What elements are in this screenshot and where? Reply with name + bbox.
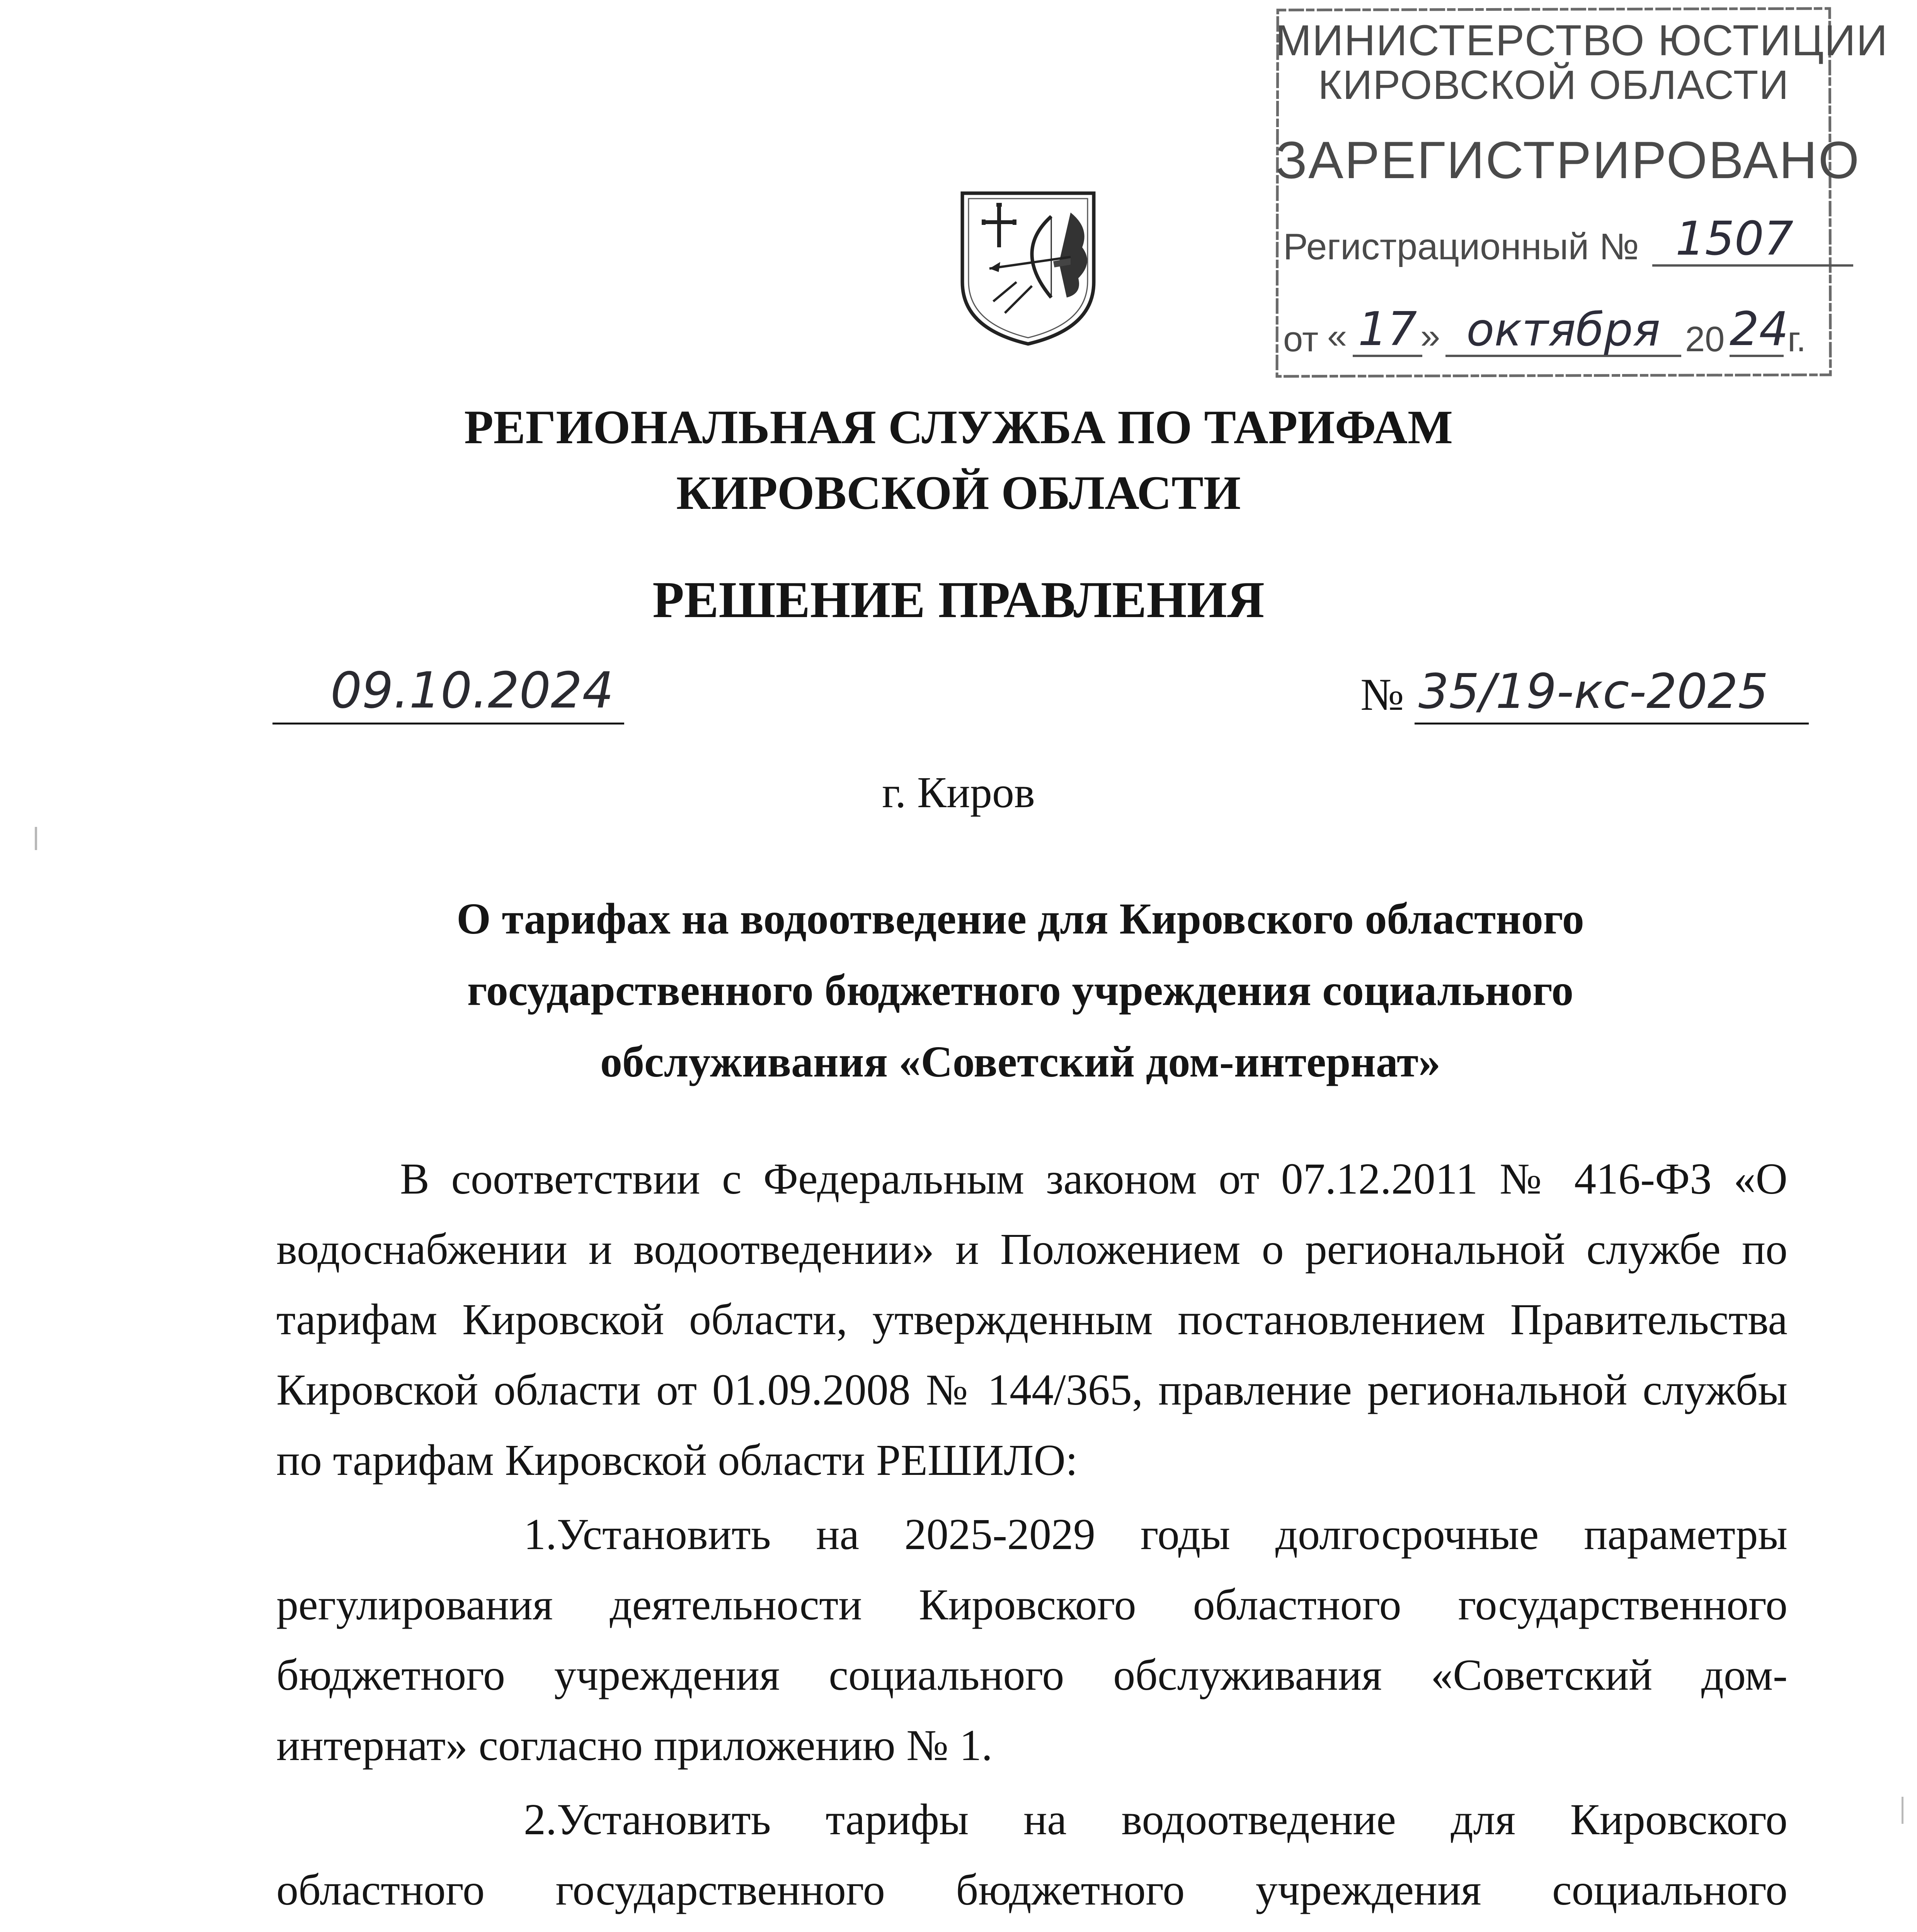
document-title: О тарифах на водоотведение для Кировского областного государственного бюджетного учреждения социального обслуживания «Советский дом-интернат» bbox=[456, 894, 1584, 1086]
organization-title-line1: РЕГИОНАЛЬНАЯ СЛУЖБА ПО ТАРИФАМ bbox=[464, 401, 1453, 454]
stamp-year-unit: г. bbox=[1788, 320, 1806, 359]
stamp-ministry-line: МИНИСТЕРСТВО ЮСТИЦИИ bbox=[1275, 16, 1888, 65]
scan-artifact bbox=[1902, 1797, 1903, 1824]
coat-of-arms-icon bbox=[955, 185, 1102, 348]
stamp-reg-label: Регистрационный № bbox=[1283, 226, 1639, 267]
decision-number-field bbox=[1415, 665, 1809, 724]
document-type: РЕШЕНИЕ ПРАВЛЕНИЯ bbox=[652, 571, 1265, 628]
stamp-month: октября bbox=[1445, 304, 1681, 357]
stamp-from-label: от bbox=[1283, 320, 1319, 359]
decision-number: 35/19-кс-2025 bbox=[1418, 664, 1769, 719]
document-body bbox=[276, 1144, 1788, 1932]
stamp-status: ЗАРЕГИСТРИРОВАНО bbox=[1275, 131, 1861, 189]
scan-artifact bbox=[35, 827, 37, 850]
stamp-reg-number: 1507 bbox=[1652, 214, 1853, 267]
decision-date: 09.10.2024 bbox=[330, 662, 614, 719]
stamp-quote-close: » bbox=[1420, 316, 1440, 356]
decision-number-prefix: № bbox=[1360, 669, 1404, 720]
stamp-region-line: КИРОВСКОЙ ОБЛАСТИ bbox=[1318, 62, 1789, 108]
stamp-quote-open: « bbox=[1327, 316, 1347, 356]
registration-stamp bbox=[1275, 7, 1888, 378]
list-item-number: 1. bbox=[524, 1510, 557, 1559]
stamp-day: 17 bbox=[1353, 304, 1422, 357]
list-item bbox=[276, 1499, 1788, 1781]
list-item-text: Установить на 2025-2029 годы долгосрочные параметры регулирования деятельности Кировского областного государственного бюджетного учреждения социального обслуживания «Советский дом-интернат» согласно приложению № 1. bbox=[276, 1510, 1788, 1770]
list-item-text: Установить тарифы на водоотведение для Кировского областного государственного бюджетного учреждения социального bbox=[276, 1795, 1788, 1914]
organization-title-line2: КИРОВСКОЙ ОБЛАСТИ bbox=[676, 466, 1241, 519]
stamp-year-prefix: 20 bbox=[1685, 320, 1725, 359]
city: г. Киров bbox=[882, 768, 1035, 817]
list-item-number: 2. bbox=[524, 1795, 557, 1844]
decision-date-field bbox=[272, 662, 624, 724]
list-item bbox=[276, 1784, 1788, 1932]
stamp-year-suffix: 24 bbox=[1730, 303, 1789, 356]
preamble-paragraph: В соответствии с Федеральным законом от 07.12.2011 № 416-ФЗ «О водоснабжении и водоотведении» и Положением о региональной службе по тарифам Кировской области, утвержденным постановлением Правительства Кировской области от 01.09.2008 № 144/365, правление региональной службы по тарифам Кировской области РЕШИЛО: bbox=[276, 1154, 1788, 1485]
